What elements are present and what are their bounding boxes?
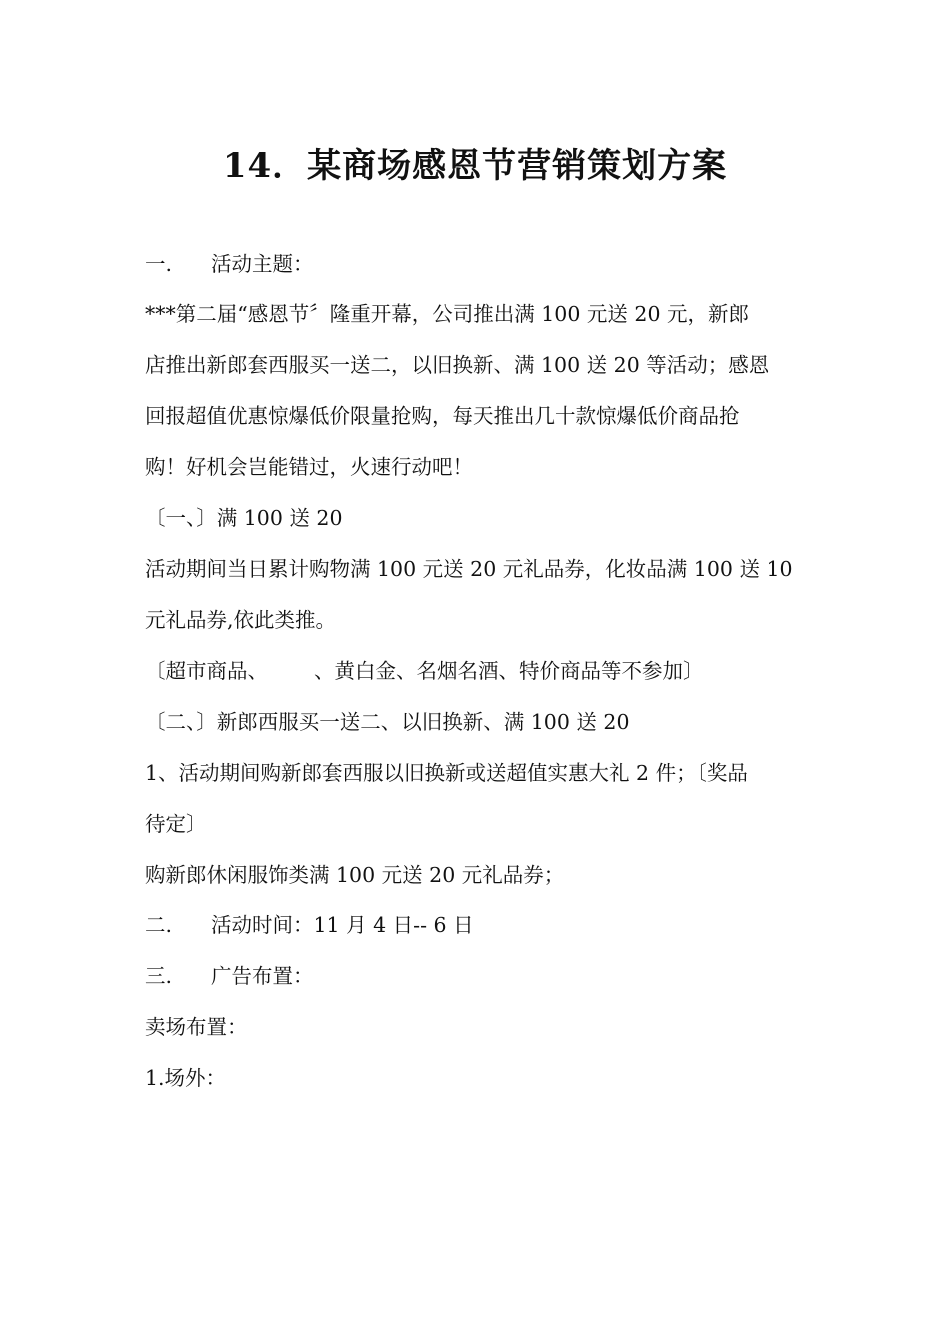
intro-line-2: 店推出新郎套西服买一送二，以旧换新、满 100 送 20 等活动；感恩 — [145, 353, 770, 377]
section-1-number: 一. — [145, 252, 173, 276]
section-2-title: 活动时间：11 月 4 日-- 6 日 — [211, 913, 474, 937]
subsection-1-heading: 〔一、〕满 100 送 20 — [145, 506, 343, 530]
subsection-2-heading: 〔二、〕新郎西服买一送二、以旧换新、满 100 送 20 — [145, 710, 630, 734]
section-1-title: 活动主题： — [211, 252, 314, 276]
section-3-title: 广告布置： — [211, 964, 314, 988]
intro-line-4: 购！好机会岂能错过，火速行动吧！ — [145, 455, 473, 479]
section-2-heading — [145, 910, 815, 940]
intro-line-1: ***第二届“感恩节〞隆重开幕，公司推出满 100 元送 20 元，新郎 — [145, 302, 750, 326]
subsection-2-line-3: 购新郎休闲服饰类满 100 元送 20 元礼品券； — [145, 863, 565, 887]
subsection-2-line-1: 1、活动期间购新郎套西服以旧换新或送超值实惠大礼 2 件；〔奖品 — [145, 761, 748, 785]
section-3-heading — [145, 961, 815, 991]
section-3-number: 三. — [145, 964, 173, 988]
subsection-1-line-1: 活动期间当日累计购物满 100 元送 20 元礼品券，化妆品满 100 送 10 — [145, 557, 793, 581]
intro-line-3: 回报超值优惠惊爆低价限量抢购，每天推出几十款惊爆低价商品抢 — [145, 404, 740, 428]
section-1-heading — [145, 249, 815, 279]
section-2-number: 二. — [145, 913, 173, 937]
exclusion-part-1: 〔超市商品、 — [145, 659, 268, 683]
venue-heading: 卖场布置： — [145, 1015, 248, 1039]
subsection-1-line-2: 元礼品券,依此类推。 — [145, 608, 337, 632]
exclusion-part-2: 、黄白金、名烟名酒、特价商品等不参加〕 — [314, 659, 704, 683]
document-title: 14．某商场感恩节营销策划方案 — [222, 146, 728, 186]
exclusion-note — [145, 656, 815, 686]
subsection-2-line-2: 待定〕 — [145, 812, 207, 836]
outside-heading: 1.场外： — [145, 1066, 227, 1090]
